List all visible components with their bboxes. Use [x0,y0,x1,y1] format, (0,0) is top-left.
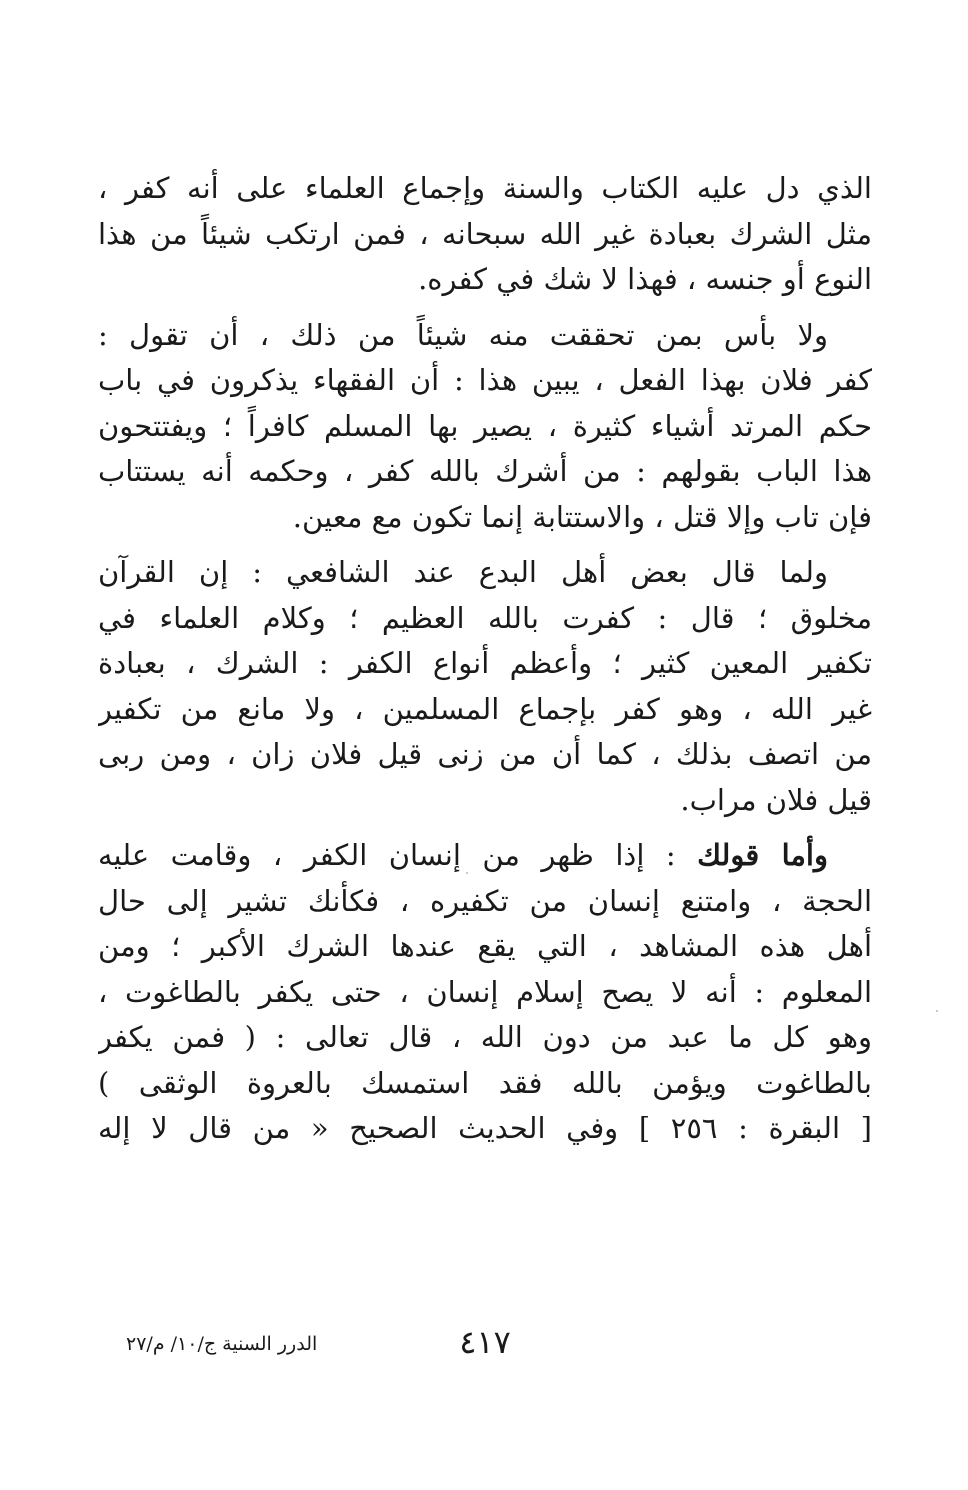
text-line: تكفير المعين كثير ؛ وأعظم أنواع الكفر : الشرك ، بعبادة [98,646,872,680]
text-line: غير الله ، وهو كفر بإجماع المسلمين ، ولا مانع من تكفير [98,691,872,726]
body-text [98,166,872,1162]
text-line: وهو كل ما عبد من دون الله ، قال تعالى : ( فمن يكفر [98,1020,872,1054]
text-line: قيل فلان مراب. [680,782,872,817]
text-line: بالطاغوت ويؤمن بالله فقد استمسك بالعروة الوثقى ) [98,1065,872,1100]
text-line: الذي دل عليه الكتاب والسنة وإجماع العلماء على أنه كفر ، [98,171,872,205]
text-line: أهل هذه المشاهد ، التي يقع عندها الشرك الأكبر ؛ ومن [98,929,872,963]
lead-rest: : إذا ظهر من إنسان الكفر ، وقامت عليه [98,838,698,872]
text-line: ولا بأس بمن تحققت منه شيئاً من ذلك ، أن تقول : [98,317,828,352]
text-line: الحجة ، وامتنع إنسان من تكفيره ، فكأنك تشير إلى حال [98,883,872,918]
text-line: فإن تاب وإلا قتل ، والاستتابة إنما تكون مع معين. [292,499,872,534]
text-line: مثل الشرك بعبادة غير الله سبحانه ، فمن ارتكب شيئاً من هذا [98,216,872,251]
source-reference: الدرر السنية ج/١٠/ م/٢٧ [126,1333,318,1355]
scan-speck [936,1010,938,1012]
scan-speck [466,872,468,874]
lead-phrase: وأما قولك [697,838,828,872]
text-line: كفر فلان بهذا الفعل ، يبين هذا : أن الفقهاء يذكرون في باب [98,363,872,397]
text-line: المعلوم : أنه لا يصح إسلام إنسان ، حتى يكفر بالطاغوت ، [98,974,872,1009]
text-line: هذا الباب بقولهم : من أشرك بالله كفر ، وحكمه أنه يستتاب [98,454,872,488]
text-line: مخلوق ؛ قال : كفرت بالله العظيم ؛ وكلام العلماء في [98,600,872,635]
text-line-lead [98,833,872,879]
paragraph-3 [98,550,872,823]
text-line: النوع أو جنسه ، فهذا لا شك في كفره. [418,262,872,296]
text-line: من اتصف بذلك ، كما أن من زنى قيل فلان زان ، ومن ربى [98,737,872,771]
page-number: ٤١٧ [459,1323,511,1361]
paragraph-2 [98,313,872,541]
paragraph-4 [98,833,872,1152]
text-line: ولما قال بعض أهل البدع عند الشافعي : إن القرآن [98,555,828,589]
text-line: حكم المرتد أشياء كثيرة ، يصير بها المسلم كافراً ؛ ويفتتحون [98,408,872,443]
text-line: [ البقرة : ٢٥٦ ] وفي الحديث الصحيح « من قال لا إله [98,1111,872,1145]
paragraph-1 [98,166,872,303]
